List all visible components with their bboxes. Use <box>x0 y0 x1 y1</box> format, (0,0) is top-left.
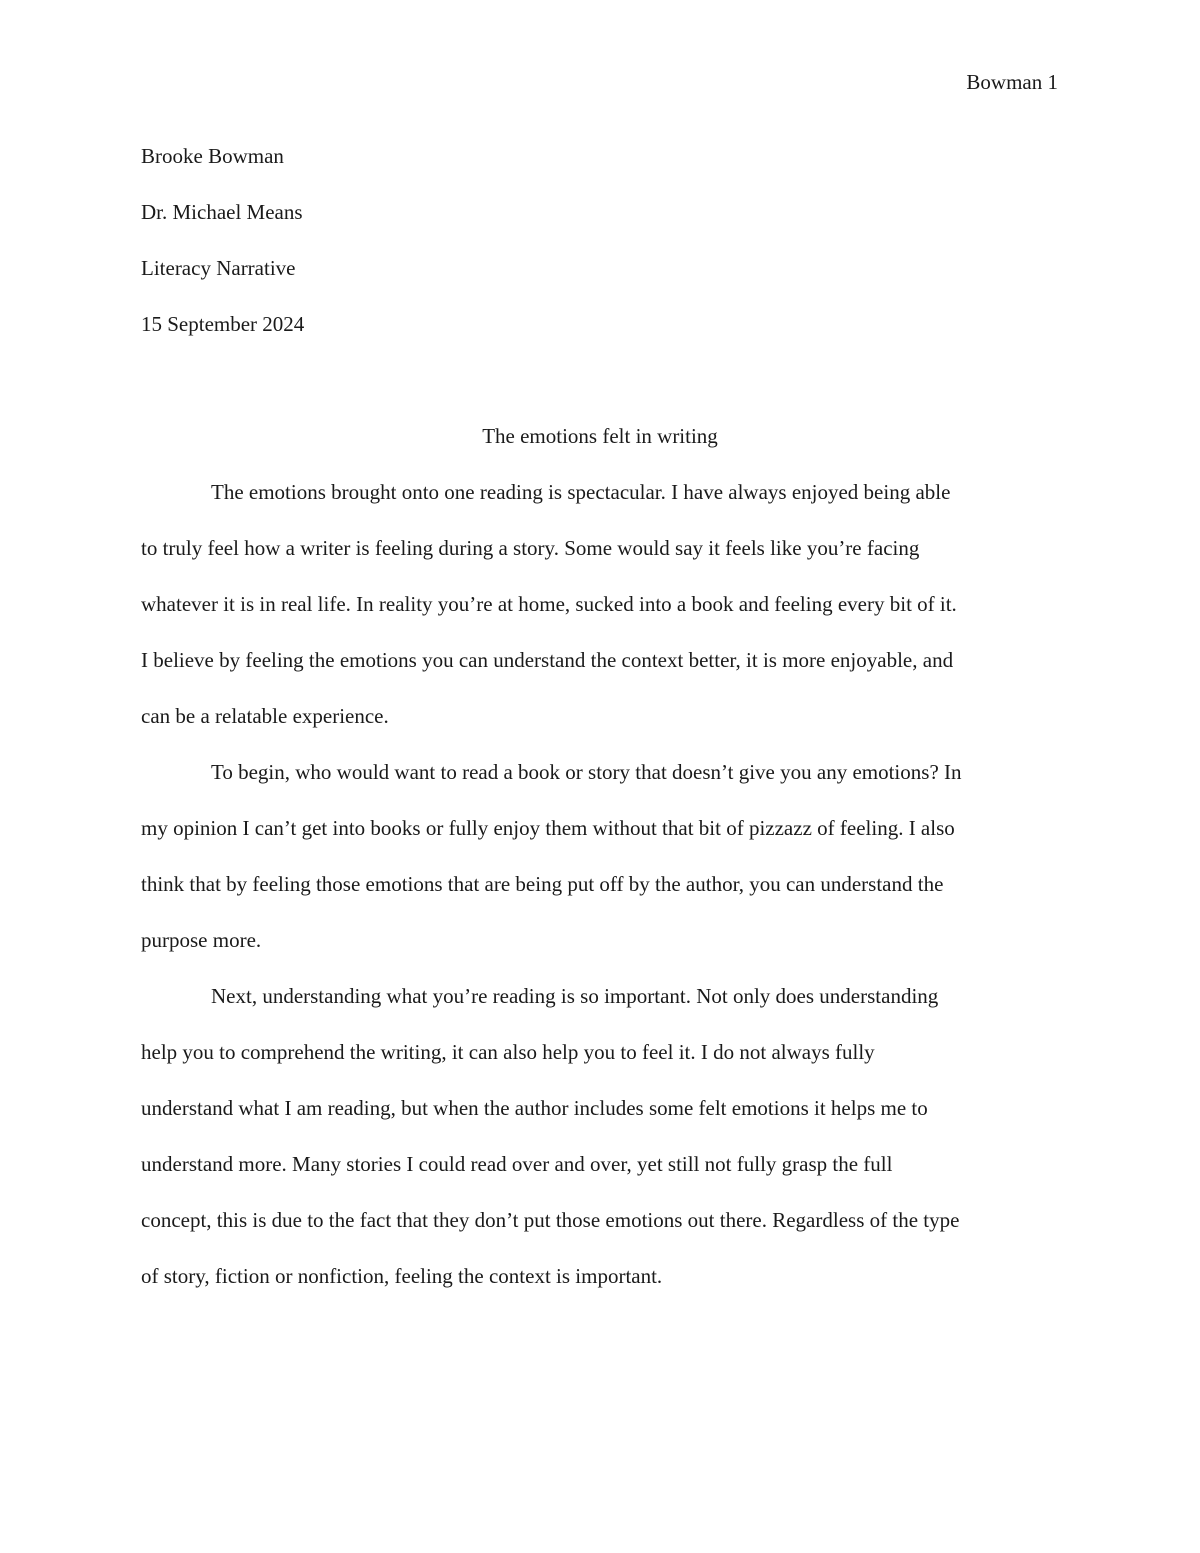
paragraph-line: To begin, who would want to read a book or story that doesn’t give you any emotions? In <box>211 760 962 784</box>
document-title: The emotions felt in writing <box>482 424 718 448</box>
paragraph-line: understand what I am reading, but when the author includes some felt emotions it helps me to <box>141 1096 928 1120</box>
author-name: Brooke Bowman <box>141 144 284 168</box>
paragraph-line: whatever it is in real life. In reality you’re at home, sucked into a book and feeling every bit of it. <box>141 592 957 616</box>
paragraph-line: can be a relatable experience. <box>141 704 389 728</box>
paragraph <box>141 744 1059 968</box>
instructor-name: Dr. Michael Means <box>141 200 303 224</box>
document-date: 15 September 2024 <box>141 312 305 336</box>
paragraph-line: help you to comprehend the writing, it can also help you to feel it. I do not always fully <box>141 1040 875 1064</box>
blank-line <box>141 352 1059 408</box>
paragraph-line: purpose more. <box>141 928 262 952</box>
paragraph-line: understand more. Many stories I could read over and over, yet still not fully grasp the full <box>141 1152 893 1176</box>
paragraph-line: my opinion I can’t get into books or fully enjoy them without that bit of pizzazz of feeling. I also <box>141 816 955 840</box>
paragraph-line: Next, understanding what you’re reading is so important. Not only does understanding <box>211 984 939 1008</box>
document-body <box>141 128 1059 1304</box>
running-head: Bowman 1 <box>966 70 1058 94</box>
course-name: Literacy Narrative <box>141 256 296 280</box>
paragraph-line: concept, this is due to the fact that they don’t put those emotions out there. Regardless of the type <box>141 1208 960 1232</box>
paragraph <box>141 968 1059 1304</box>
paragraph <box>141 464 1059 744</box>
paragraph-line: of story, fiction or nonfiction, feeling the context is important. <box>141 1264 663 1288</box>
paragraph-line: The emotions brought onto one reading is spectacular. I have always enjoyed being able <box>211 480 951 504</box>
paragraph-line: to truly feel how a writer is feeling during a story. Some would say it feels like you’re facing <box>141 536 920 560</box>
paragraph-line: think that by feeling those emotions that are being put off by the author, you can understand the <box>141 872 944 896</box>
paragraph-line: I believe by feeling the emotions you can understand the context better, it is more enjoyable, and <box>141 648 954 672</box>
